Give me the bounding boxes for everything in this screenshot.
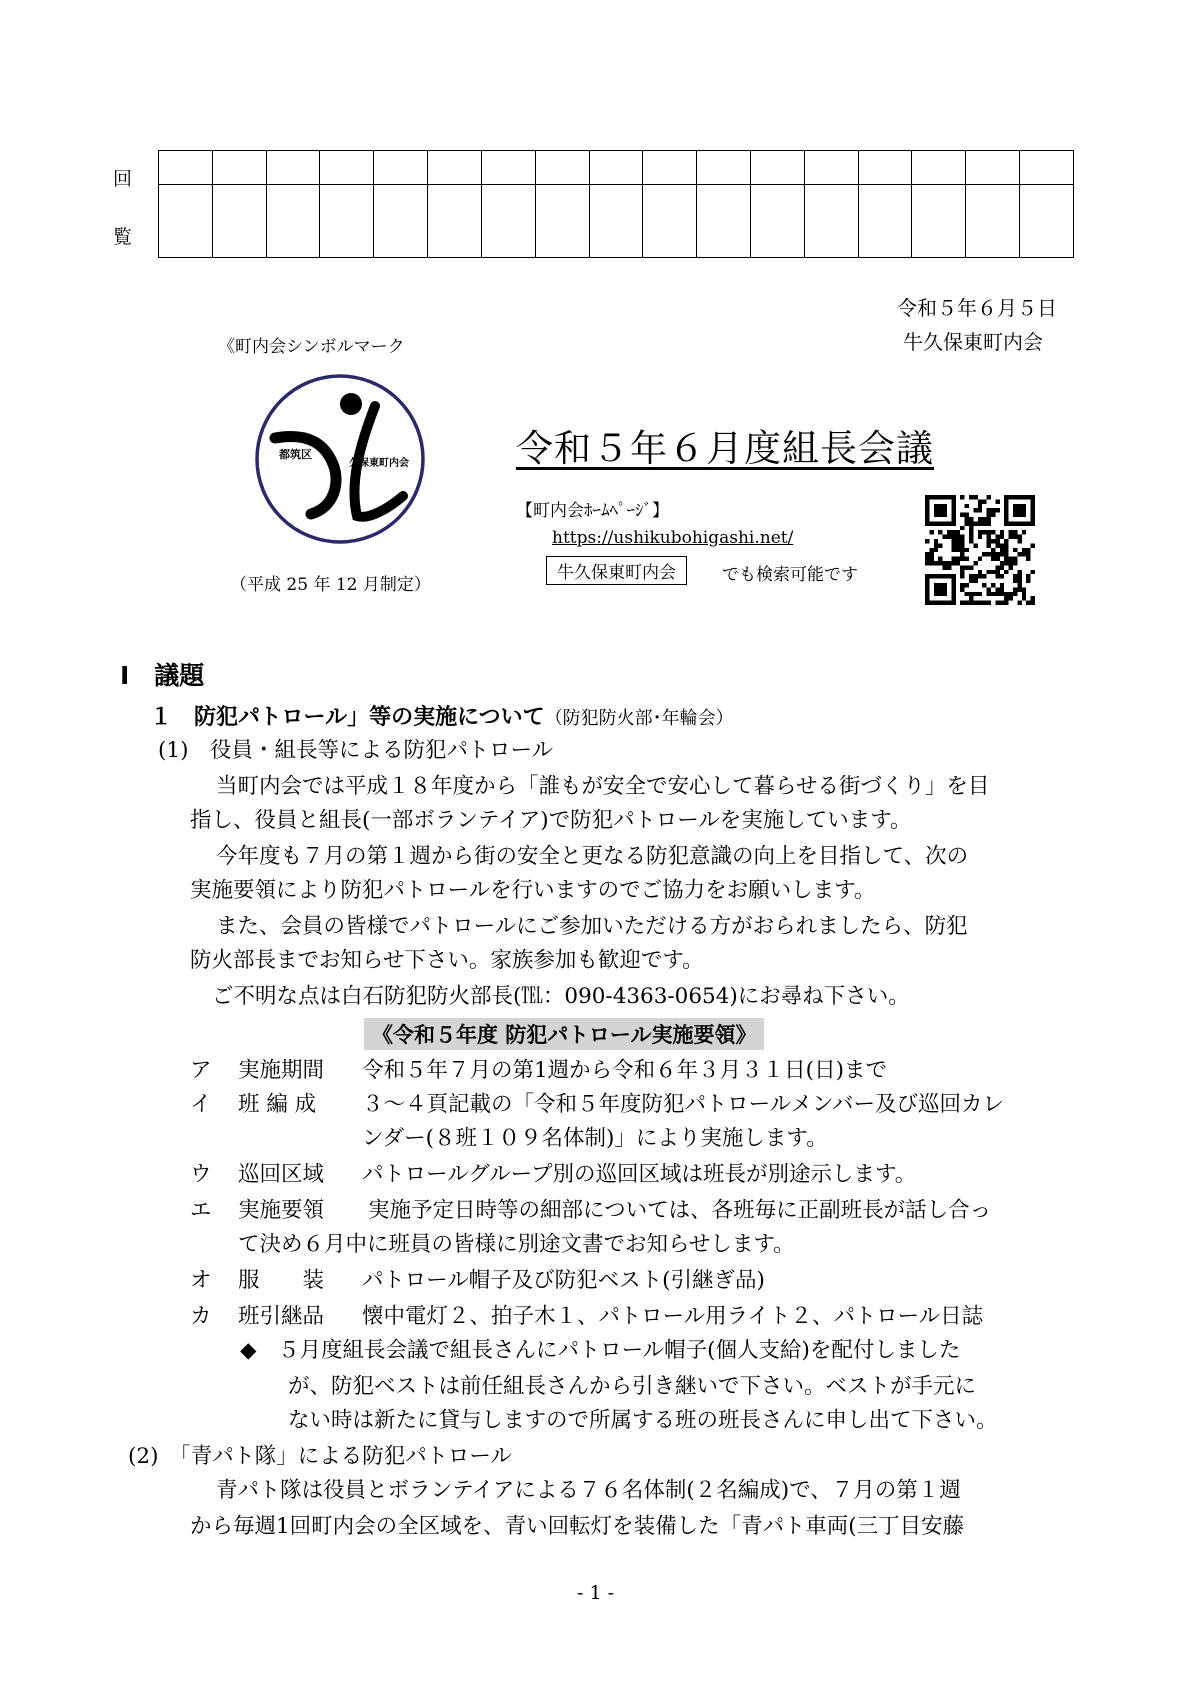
item-text: て決め６月中に班員の皆様に別途文書でお知らせします。: [238, 1232, 795, 1257]
town-association-logo: [253, 372, 427, 546]
item-label: 班 編 成: [238, 1092, 317, 1117]
p1-line: 当町内会では平成１８年度から「誰もが安全で安心して暮らせる街づくり」を目: [216, 774, 990, 799]
circulation-cell: [804, 151, 858, 185]
item1-heading-sub: （防犯防火部･年輪会）: [544, 708, 734, 729]
circulation-cell: [535, 185, 589, 258]
circulation-table: [158, 150, 1074, 258]
circulation-cell: [697, 185, 751, 258]
page-number: - 1 -: [576, 1582, 614, 1604]
circulation-cell: [643, 151, 697, 185]
p1-line: また、会員の皆様でパトロールにご参加いただける方がおられましたら、防犯: [216, 914, 968, 939]
search-note: でも検索可能です: [722, 565, 858, 585]
logo-left-text: 都筑区: [279, 448, 312, 461]
circulation-row-bottom: [159, 185, 1074, 258]
item-text: 懐中電灯２、拍子木１、パトロール用ライト２、パトロール日誌: [362, 1304, 984, 1329]
circulation-cell: [535, 151, 589, 185]
item-text: 令和５年７月の第1週から令和６年３月３１日(日)まで: [362, 1058, 887, 1083]
circulation-cell: [320, 185, 374, 258]
circulation-cell: [212, 185, 266, 258]
circulation-cell: [374, 185, 428, 258]
item-mark: イ: [190, 1092, 212, 1117]
circulation-cell: [912, 185, 966, 258]
symbol-caption-top: 《町内会シンボルマーク: [218, 337, 405, 357]
circulation-cell: [1020, 151, 1074, 185]
search-keyword-box: 牛久保東町内会: [546, 556, 687, 585]
circulation-cell: [589, 151, 643, 185]
item-text: ３～４頁記載の「令和５年度防犯パトロールメンバー及び巡回カレ: [362, 1092, 1004, 1117]
circulation-cell: [159, 185, 213, 258]
p2-line: から毎週1回町内会の全区域を、青い回転灯を装備した「青パト車両(三丁目安藤: [190, 1514, 965, 1539]
circulation-cell: [428, 185, 482, 258]
item-text: ンダー(８班１０９名体制)」により実施します。: [362, 1126, 828, 1151]
symbol-caption-bottom: （平成 25 年 12 月制定）: [230, 575, 431, 595]
circulation-cell: [481, 185, 535, 258]
circulation-cell: [966, 185, 1020, 258]
circulation-row-top: [159, 151, 1074, 185]
note-bullet: ◆: [240, 1338, 257, 1363]
circulation-cell: [858, 151, 912, 185]
item-mark: エ: [190, 1198, 212, 1223]
circulation-cell: [1020, 185, 1074, 258]
p1-line: ご不明な点は白石防犯防火部長(℡：090-4363-0654)にお尋ね下さい。: [212, 984, 910, 1009]
item1-heading-main: １ 防犯パトロール」等の実施について: [150, 705, 545, 730]
circulation-cell: [912, 151, 966, 185]
document-date: 令和５年６月５日: [897, 296, 1057, 320]
p1-line: 今年度も７月の第１週から街の安全と更なる防犯意識の向上を目指して、次の: [216, 844, 969, 869]
circulation-cell: [320, 151, 374, 185]
item-text: 実施予定日時等の細部については、各班毎に正副班長が話し合っ: [368, 1198, 992, 1223]
homepage-qr-code[interactable]: [925, 495, 1035, 605]
circulation-cell: [266, 151, 320, 185]
circulation-cell: [266, 185, 320, 258]
circulation-cell: [750, 151, 804, 185]
homepage-url-link[interactable]: https://ushikubohigashi.net/: [552, 528, 794, 548]
organization-name: 牛久保東町内会: [903, 330, 1043, 354]
circulation-cell: [804, 185, 858, 258]
circulation-cell: [697, 151, 751, 185]
circulation-label-bottom: 覧: [113, 226, 133, 248]
circulation-cell: [966, 151, 1020, 185]
circulation-cell: [428, 151, 482, 185]
page-title: 令和５年６月度組長会議: [516, 427, 934, 470]
p2-heading: (2) 「青パト隊」による防犯パトロール: [128, 1444, 512, 1469]
item-mark: ア: [190, 1058, 212, 1083]
p2-line: 青パト隊は役員とボランテイアによる７６名体制(２名編成)で、７月の第１週: [216, 1478, 961, 1503]
circulation-cell: [858, 185, 912, 258]
item-mark: オ: [190, 1268, 212, 1293]
item-label: 実施要領: [238, 1198, 325, 1223]
item-text: パトロール帽子及び防犯ベスト(引継ぎ品): [362, 1268, 765, 1293]
logo-right-text: 久保東町内会: [349, 458, 409, 469]
circulation-label-top: 回: [113, 168, 133, 190]
note-line: ５月度組長会議で組長さんにパトロール帽子(個人支給)を配付しました: [278, 1338, 961, 1363]
item-mark: カ: [190, 1304, 212, 1329]
p1-line: 防火部長までお知らせ下さい。家族参加も歓迎です。: [190, 948, 704, 973]
p1-line: 指し、役員と組長(一部ボランテイア)で防犯パトロールを実施しています。: [190, 808, 912, 833]
item-text: パトロールグループ別の巡回区域は班長が別途示します。: [362, 1162, 917, 1187]
procedure-banner: 《令和５年度 防犯パトロール実施要領》: [364, 1018, 764, 1050]
item-label: 班引継品: [238, 1304, 325, 1329]
section-heading: Ⅰ 議題: [120, 661, 205, 690]
item-mark: ウ: [190, 1162, 212, 1187]
item-label: 巡回区域: [238, 1162, 325, 1187]
note-line: ない時は新たに貸与しますので所属する班の班長さんに申し出て下さい。: [288, 1408, 998, 1433]
p1-heading: (1) 役員・組長等による防犯パトロール: [158, 738, 554, 763]
circulation-cell: [212, 151, 266, 185]
item-label: 実施期間: [238, 1058, 325, 1083]
circulation-cell: [481, 151, 535, 185]
circulation-cell: [750, 185, 804, 258]
circulation-cell: [374, 151, 428, 185]
p1-line: 実施要領により防犯パトロールを行いますのでご協力をお願いします。: [190, 878, 876, 903]
item1-heading: [150, 700, 734, 731]
homepage-label: 【町内会ﾎｰﾑﾍﾟｰｼﾞ】: [516, 501, 669, 521]
circulation-cell: [589, 185, 643, 258]
item-label: 服 装: [238, 1268, 325, 1293]
note-line: が、防犯ベストは前任組長さんから引き継いで下さい。ベストが手元に: [288, 1374, 977, 1399]
circulation-cell: [643, 185, 697, 258]
circulation-cell: [159, 151, 213, 185]
